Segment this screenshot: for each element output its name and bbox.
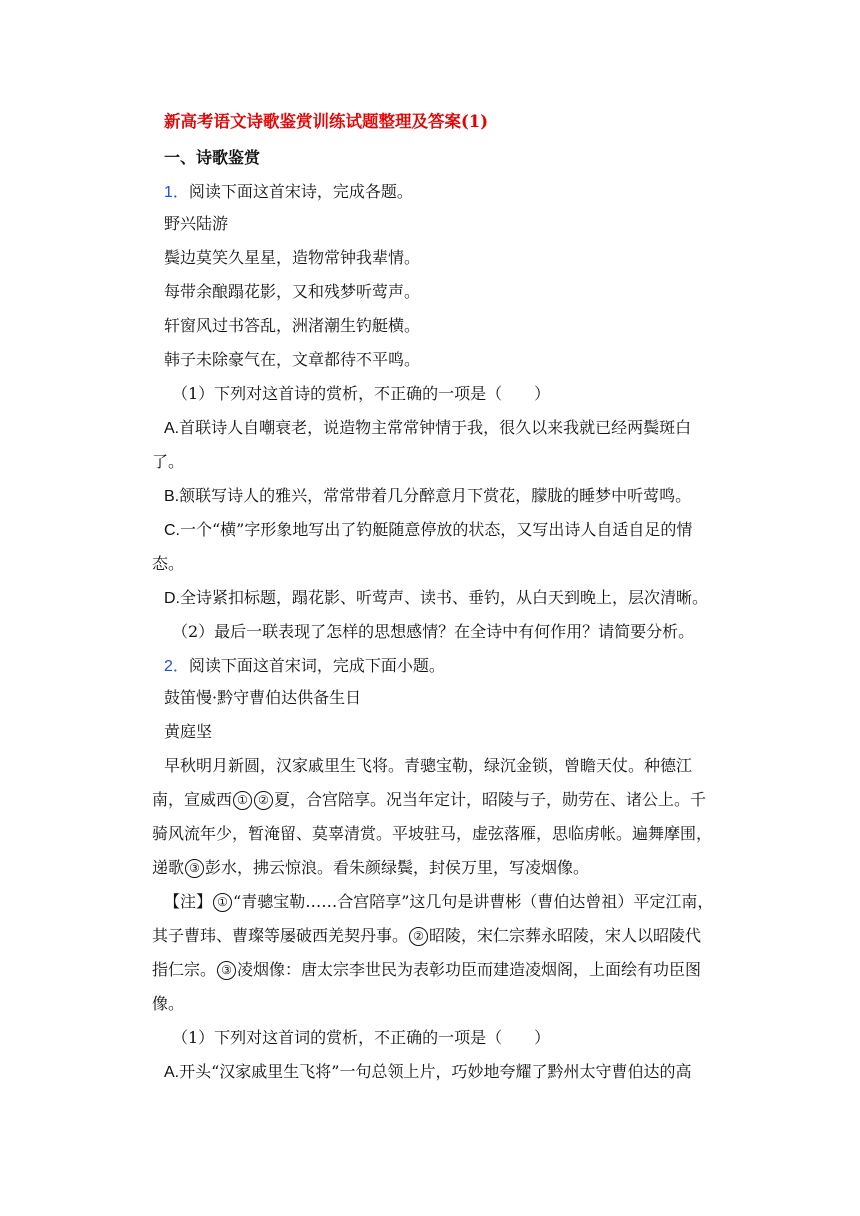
option-c [164,520,734,541]
footnote-marker-1: ① [213,893,232,912]
note-label: 【注】 [164,892,213,911]
question-text: 阅读下面这首宋诗，完成各题。 [188,182,413,201]
option-text: 开头“汉家戚里生飞将”一句总领上片，巧妙地夸耀了黔州太守曹伯达的高 [179,1062,692,1081]
poem-line: 鬓边莫笑久星星，造物常钟我辈情。 [164,248,421,267]
poem-line: 每带余酿蹋花影，又和残梦听莺声。 [164,282,421,301]
option-text: 首联诗人自嘲衰老，说造物主常常钟情于我，很久以来我就已经两鬓斑白 [179,418,692,437]
option-text: 颔联写诗人的雅兴，常常带着几分醉意月下赏花，朦胧的睡梦中听莺鸣。 [179,486,692,505]
option-b [164,486,734,507]
poem-title: 野兴陆游 [164,214,229,233]
sub-question-1: （1）下列对这首诗的赏析，不正确的一项是（ ） [172,384,551,403]
ci-body-line: 早秋明月新圆，汉家戚里生飞将。青骢宝勒，绿沉金锁，曾瞻天仗。种德江 [164,756,693,775]
ci-text: 南，宣威西 [152,790,233,809]
footnote-marker-2: ② [254,791,273,810]
note-text: “青骢宝勒……合宫陪享”这几句是讲曹彬（曹伯达曾祖）平定江南， [233,892,714,911]
option-a [164,418,734,439]
question-2-prompt [164,656,734,677]
sub-question-1: （1）下列对这首词的赏析，不正确的一项是（ ） [172,1028,551,1047]
question-1-prompt [164,182,734,203]
note-line: 像。 [152,994,185,1013]
footnote-marker-1: ① [233,791,252,810]
footnote-marker-3: ③ [185,859,204,878]
note-text: 凌烟像：唐太宗李世民为表彰功臣而建造凌烟阁，上面绘有功臣图 [237,960,702,979]
ci-body-line [152,858,722,878]
option-d [164,588,734,609]
section-heading: 一、诗歌鉴赏 [164,148,261,167]
ci-text: 彭水，拂云惊浪。看朱颜绿鬓，封侯万里，写凌烟像。 [205,858,590,877]
footnote-marker-2: ② [409,927,428,946]
question-number: 1． [164,184,189,201]
poem-line: 轩窗风过书答乱，洲渚潮生钓艇横。 [164,316,421,335]
option-letter: A. [164,420,180,437]
note-line [164,892,734,912]
option-a [164,1062,734,1083]
option-letter: B. [164,488,180,505]
ci-title: 鼓笛慢·黔守曹伯达供备生日 [164,688,362,707]
option-letter: C. [164,522,180,539]
poem-line: 韩子未除豪气在，文章都待不平鸣。 [164,350,421,369]
option-c-cont: 态。 [152,554,185,573]
option-text: 全诗紧扣标题，蹋花影、听莺声、读书、垂钓，从白天到晚上，层次清晰。 [180,588,709,607]
option-letter: A. [164,1064,180,1081]
note-text: 指仁宗。 [152,960,217,979]
question-number: 2． [164,658,189,675]
sub-question-2: （2）最后一联表现了怎样的思想感情？在全诗中有何作用？请简要分析。 [172,622,695,641]
option-a-cont: 了。 [152,452,185,471]
option-text: 一个“横”字形象地写出了钓艇随意停放的状态，又写出诗人自适自足的情 [180,520,693,539]
ci-text: 递歌 [152,858,185,877]
footnote-marker-3: ③ [217,961,236,980]
ci-body-line [152,790,722,810]
option-letter: D. [164,590,180,607]
document-title: 新高考语文诗歌鉴赏训练试题整理及答案(1) [164,112,489,131]
note-text: 昭陵，宋仁宗葬永昭陵，宋人以昭陵代 [429,926,702,945]
note-text: 其子曹玮、曹璨等屡破西羌契丹事。 [152,926,409,945]
ci-body-line: 骑风流年少，暂淹留、莫辜清赏。平坡驻马，虚弦落雁，思临虏帐。遍舞摩围， [152,824,713,843]
note-line [152,960,722,980]
ci-text: 夏，合宫陪享。况当年定计，昭陵与子，勋劳在、诸公上。千 [274,790,707,809]
question-text: 阅读下面这首宋词，完成下面小题。 [188,656,445,675]
note-line [152,926,722,946]
ci-author: 黄庭坚 [164,722,213,741]
